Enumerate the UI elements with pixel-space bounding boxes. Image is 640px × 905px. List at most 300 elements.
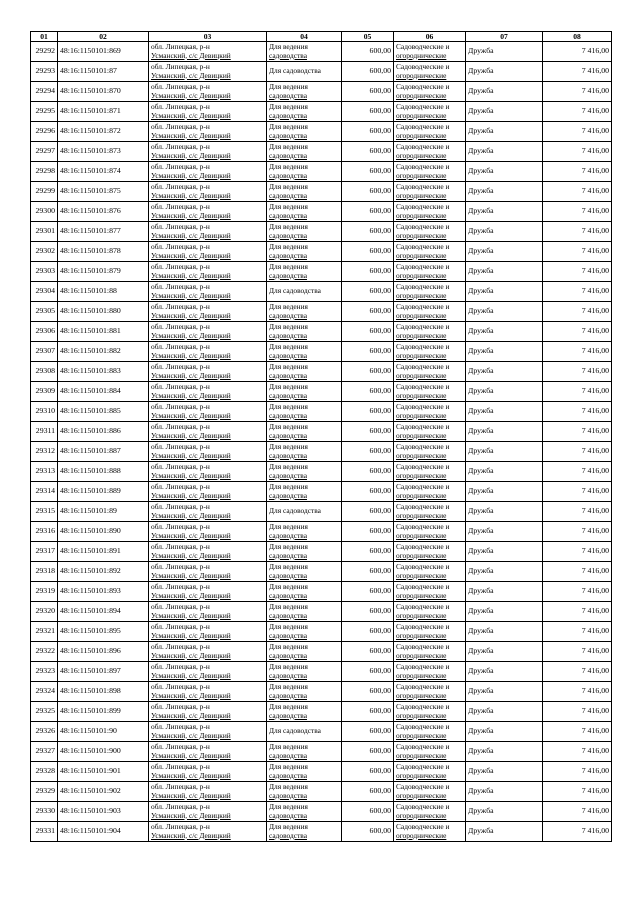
address-cell xyxy=(149,682,267,702)
address-cell-line: обл. Липецкая, р-н xyxy=(151,161,210,171)
category-cell-line: Садоводческие и xyxy=(396,741,450,751)
cadastral-number-cell: 48:16:1150101:891 xyxy=(58,542,149,562)
area-cell: 600,00 xyxy=(342,122,394,142)
land-use-cell-line: садоводства xyxy=(269,770,307,780)
area-cell: 600,00 xyxy=(342,502,394,522)
row-number-cell: 29309 xyxy=(31,382,58,402)
address-cell xyxy=(149,522,267,542)
column-header: 08 xyxy=(543,32,612,42)
address-cell xyxy=(149,162,267,182)
association-name-cell: Дружба xyxy=(466,62,543,82)
land-use-cell-line: садоводства xyxy=(269,370,307,380)
area-cell: 600,00 xyxy=(342,182,394,202)
address-cell-line: Усманский, с/с Девицкий xyxy=(151,130,231,140)
table-row xyxy=(31,322,612,342)
row-number-cell: 29313 xyxy=(31,462,58,482)
cadastral-value-cell: 7 416,00 xyxy=(543,182,612,202)
cadastral-number-cell: 48:16:1150101:871 xyxy=(58,102,149,122)
cadastral-value-cell: 7 416,00 xyxy=(543,222,612,242)
land-use-cell-line: Для ведения xyxy=(269,41,308,51)
category-cell-line: Садоводческие и xyxy=(396,101,450,111)
area-cell: 600,00 xyxy=(342,62,394,82)
cadastral-number-cell: 48:16:1150101:88 xyxy=(58,282,149,302)
address-cell-line: Усманский, с/с Девицкий xyxy=(151,710,231,720)
land-use-cell-line: Для ведения xyxy=(269,221,308,231)
address-cell-line: Усманский, с/с Девицкий xyxy=(151,330,231,340)
table-row xyxy=(31,662,612,682)
category-cell-line: Садоводческие и xyxy=(396,821,450,831)
land-use-cell-line: Для ведения xyxy=(269,341,308,351)
table-row xyxy=(31,822,612,842)
cadastral-number-cell: 48:16:1150101:880 xyxy=(58,302,149,322)
land-use-cell-line: садоводства xyxy=(269,490,307,500)
table-row xyxy=(31,382,612,402)
category-cell xyxy=(394,582,466,602)
table-row xyxy=(31,682,612,702)
category-cell-line: огороднические xyxy=(396,790,447,800)
association-name-cell: Дружба xyxy=(466,242,543,262)
table-row xyxy=(31,802,612,822)
row-number-cell: 29307 xyxy=(31,342,58,362)
association-name-cell: Дружба xyxy=(466,762,543,782)
column-header: 03 xyxy=(149,32,267,42)
land-use-cell-line: садоводства xyxy=(269,130,307,140)
column-header: 01 xyxy=(31,32,58,42)
row-number-cell: 29296 xyxy=(31,122,58,142)
row-number-cell: 29327 xyxy=(31,742,58,762)
area-cell: 600,00 xyxy=(342,482,394,502)
address-cell xyxy=(149,442,267,462)
row-number-cell: 29294 xyxy=(31,82,58,102)
address-cell-line: обл. Липецкая, р-н xyxy=(151,301,210,311)
address-cell-line: обл. Липецкая, р-н xyxy=(151,621,210,631)
land-use-cell-line: Для ведения xyxy=(269,141,308,151)
category-cell-line: огороднические xyxy=(396,250,447,260)
address-cell xyxy=(149,182,267,202)
category-cell-line: огороднические xyxy=(396,470,447,480)
row-number-cell: 29301 xyxy=(31,222,58,242)
category-cell xyxy=(394,42,466,62)
association-name-cell: Дружба xyxy=(466,342,543,362)
cadastral-number-cell: 48:16:1150101:876 xyxy=(58,202,149,222)
address-cell-line: Усманский, с/с Девицкий xyxy=(151,170,231,180)
land-use-cell-line: садоводства xyxy=(269,790,307,800)
area-cell: 600,00 xyxy=(342,142,394,162)
land-use-cell xyxy=(267,242,342,262)
table-row xyxy=(31,762,612,782)
address-cell-line: обл. Липецкая, р-н xyxy=(151,601,210,611)
area-cell: 600,00 xyxy=(342,762,394,782)
address-cell xyxy=(149,642,267,662)
association-name-cell: Дружба xyxy=(466,462,543,482)
row-number-cell: 29312 xyxy=(31,442,58,462)
row-number-cell: 29299 xyxy=(31,182,58,202)
row-number-cell: 29306 xyxy=(31,322,58,342)
row-number-cell: 29316 xyxy=(31,522,58,542)
land-use-cell-line: садоводства xyxy=(269,570,307,580)
cadastral-value-cell: 7 416,00 xyxy=(543,602,612,622)
category-cell xyxy=(394,722,466,742)
land-use-cell-line: Для ведения xyxy=(269,321,308,331)
category-cell-line: Садоводческие и xyxy=(396,661,450,671)
cadastral-value-cell: 7 416,00 xyxy=(543,542,612,562)
address-cell-line: Усманский, с/с Девицкий xyxy=(151,730,231,740)
table-row xyxy=(31,102,612,122)
address-cell xyxy=(149,822,267,842)
category-cell xyxy=(394,262,466,282)
cadastral-value-cell: 7 416,00 xyxy=(543,622,612,642)
category-cell xyxy=(394,702,466,722)
address-cell-line: Усманский, с/с Девицкий xyxy=(151,510,231,520)
address-cell xyxy=(149,242,267,262)
cadastral-value-cell: 7 416,00 xyxy=(543,802,612,822)
land-use-cell-line: садоводства xyxy=(269,810,307,820)
category-cell xyxy=(394,422,466,442)
category-cell xyxy=(394,162,466,182)
land-use-cell xyxy=(267,782,342,802)
address-cell-line: Усманский, с/с Девицкий xyxy=(151,430,231,440)
cadastral-value-cell: 7 416,00 xyxy=(543,302,612,322)
row-number-cell: 29315 xyxy=(31,502,58,522)
land-use-cell xyxy=(267,622,342,642)
column-header: 07 xyxy=(466,32,543,42)
land-use-cell xyxy=(267,222,342,242)
association-name-cell: Дружба xyxy=(466,542,543,562)
land-use-cell xyxy=(267,602,342,622)
category-cell-line: огороднические xyxy=(396,230,447,240)
land-use-cell-line: Для ведения xyxy=(269,121,308,131)
cadastral-value-cell: 7 416,00 xyxy=(543,362,612,382)
address-cell-line: Усманский, с/с Девицкий xyxy=(151,110,231,120)
table-row xyxy=(31,302,612,322)
address-cell xyxy=(149,562,267,582)
address-cell-line: обл. Липецкая, р-н xyxy=(151,81,210,91)
area-cell: 600,00 xyxy=(342,782,394,802)
table-row xyxy=(31,142,612,162)
area-cell: 600,00 xyxy=(342,102,394,122)
address-cell-line: Усманский, с/с Девицкий xyxy=(151,790,231,800)
association-name-cell: Дружба xyxy=(466,682,543,702)
cadastral-value-cell: 7 416,00 xyxy=(543,342,612,362)
land-use-cell: Для садоводства xyxy=(267,282,342,302)
land-use-cell-line: Для ведения xyxy=(269,181,308,191)
category-cell-line: огороднические xyxy=(396,170,447,180)
area-cell: 600,00 xyxy=(342,82,394,102)
address-cell xyxy=(149,282,267,302)
category-cell xyxy=(394,62,466,82)
category-cell-line: Садоводческие и xyxy=(396,281,450,291)
address-cell-line: обл. Липецкая, р-н xyxy=(151,701,210,711)
table-row xyxy=(31,442,612,462)
category-cell-line: огороднические xyxy=(396,330,447,340)
land-use-cell-line: Для ведения xyxy=(269,81,308,91)
cadastral-number-cell: 48:16:1150101:892 xyxy=(58,562,149,582)
address-cell-line: обл. Липецкая, р-н xyxy=(151,461,210,471)
address-cell-line: Усманский, с/с Девицкий xyxy=(151,750,231,760)
cadastral-value-cell: 7 416,00 xyxy=(543,42,612,62)
association-name-cell: Дружба xyxy=(466,142,543,162)
address-cell xyxy=(149,582,267,602)
address-cell-line: Усманский, с/с Девицкий xyxy=(151,550,231,560)
category-cell xyxy=(394,222,466,242)
row-number-cell: 29314 xyxy=(31,482,58,502)
association-name-cell: Дружба xyxy=(466,582,543,602)
cadastral-number-cell: 48:16:1150101:899 xyxy=(58,702,149,722)
address-cell-line: обл. Липецкая, р-н xyxy=(151,101,210,111)
table-row xyxy=(31,782,612,802)
association-name-cell: Дружба xyxy=(466,742,543,762)
address-cell xyxy=(149,502,267,522)
cadastral-number-cell: 48:16:1150101:869 xyxy=(58,42,149,62)
area-cell: 600,00 xyxy=(342,462,394,482)
cadastral-number-cell: 48:16:1150101:903 xyxy=(58,802,149,822)
land-use-cell-line: садоводства xyxy=(269,750,307,760)
address-cell-line: Усманский, с/с Девицкий xyxy=(151,350,231,360)
cadastral-value-cell: 7 416,00 xyxy=(543,702,612,722)
land-use-cell xyxy=(267,682,342,702)
category-cell-line: огороднические xyxy=(396,830,447,840)
association-name-cell: Дружба xyxy=(466,442,543,462)
land-use-cell-line: Для ведения xyxy=(269,821,308,831)
land-use-cell xyxy=(267,582,342,602)
column-header: 05 xyxy=(342,32,394,42)
land-use-cell-line: садоводства xyxy=(269,830,307,840)
category-cell-line: Садоводческие и xyxy=(396,561,450,571)
row-number-cell: 29319 xyxy=(31,582,58,602)
table-row xyxy=(31,362,612,382)
table-row xyxy=(31,582,612,602)
category-cell-line: Садоводческие и xyxy=(396,201,450,211)
address-cell xyxy=(149,302,267,322)
address-cell-line: Усманский, с/с Девицкий xyxy=(151,190,231,200)
land-use-cell-line: Для ведения xyxy=(269,201,308,211)
land-use-cell-line: садоводства xyxy=(269,590,307,600)
land-use-cell-line: садоводства xyxy=(269,230,307,240)
table-row xyxy=(31,202,612,222)
address-cell-line: обл. Липецкая, р-н xyxy=(151,61,210,71)
category-cell-line: Садоводческие и xyxy=(396,321,450,331)
category-cell-line: Садоводческие и xyxy=(396,421,450,431)
cadastral-value-cell: 7 416,00 xyxy=(543,762,612,782)
address-cell xyxy=(149,762,267,782)
land-use-cell-line: садоводства xyxy=(269,330,307,340)
category-cell xyxy=(394,382,466,402)
address-cell-line: обл. Липецкая, р-н xyxy=(151,241,210,251)
category-cell xyxy=(394,522,466,542)
category-cell-line: Садоводческие и xyxy=(396,601,450,611)
cadastral-value-cell: 7 416,00 xyxy=(543,82,612,102)
land-use-cell-line: садоводства xyxy=(269,110,307,120)
land-use-cell-line: Для ведения xyxy=(269,421,308,431)
association-name-cell: Дружба xyxy=(466,282,543,302)
row-number-cell: 29320 xyxy=(31,602,58,622)
land-use-cell-line: Для ведения xyxy=(269,681,308,691)
address-cell xyxy=(149,402,267,422)
area-cell: 600,00 xyxy=(342,642,394,662)
address-cell xyxy=(149,622,267,642)
area-cell: 600,00 xyxy=(342,202,394,222)
cadastral-value-cell: 7 416,00 xyxy=(543,242,612,262)
category-cell-line: огороднические xyxy=(396,750,447,760)
area-cell: 600,00 xyxy=(342,522,394,542)
category-cell-line: огороднические xyxy=(396,450,447,460)
land-use-cell-line: Для ведения xyxy=(269,301,308,311)
address-cell-line: обл. Липецкая, р-н xyxy=(151,721,210,731)
table-row xyxy=(31,82,612,102)
category-cell-line: Садоводческие и xyxy=(396,581,450,591)
address-cell-line: обл. Липецкая, р-н xyxy=(151,781,210,791)
address-cell xyxy=(149,542,267,562)
row-number-cell: 29326 xyxy=(31,722,58,742)
land-use-cell-line: Для ведения xyxy=(269,481,308,491)
address-cell xyxy=(149,742,267,762)
category-cell-line: огороднические xyxy=(396,390,447,400)
address-cell xyxy=(149,422,267,442)
land-use-cell-line: садоводства xyxy=(269,430,307,440)
land-use-cell-line: садоводства xyxy=(269,450,307,460)
association-name-cell: Дружба xyxy=(466,162,543,182)
land-use-cell xyxy=(267,262,342,282)
cadastral-number-cell: 48:16:1150101:897 xyxy=(58,662,149,682)
category-cell-line: огороднические xyxy=(396,270,447,280)
association-name-cell: Дружба xyxy=(466,42,543,62)
category-cell-line: огороднические xyxy=(396,110,447,120)
cadastral-value-cell: 7 416,00 xyxy=(543,422,612,442)
column-header: 04 xyxy=(267,32,342,42)
category-cell-line: огороднические xyxy=(396,630,447,640)
category-cell-line: огороднические xyxy=(396,310,447,320)
table-row xyxy=(31,122,612,142)
address-cell-line: Усманский, с/с Девицкий xyxy=(151,670,231,680)
category-cell xyxy=(394,622,466,642)
association-name-cell: Дружба xyxy=(466,702,543,722)
address-cell-line: Усманский, с/с Девицкий xyxy=(151,590,231,600)
category-cell xyxy=(394,762,466,782)
category-cell xyxy=(394,682,466,702)
address-cell-line: Усманский, с/с Девицкий xyxy=(151,490,231,500)
category-cell xyxy=(394,642,466,662)
category-cell-line: Садоводческие и xyxy=(396,721,450,731)
area-cell: 600,00 xyxy=(342,662,394,682)
association-name-cell: Дружба xyxy=(466,662,543,682)
address-cell-line: Усманский, с/с Девицкий xyxy=(151,70,231,80)
land-use-cell: Для садоводства xyxy=(267,502,342,522)
address-cell-line: Усманский, с/с Девицкий xyxy=(151,90,231,100)
address-cell-line: Усманский, с/с Девицкий xyxy=(151,810,231,820)
address-cell-line: Усманский, с/с Девицкий xyxy=(151,50,231,60)
category-cell-line: Садоводческие и xyxy=(396,461,450,471)
category-cell xyxy=(394,342,466,362)
cadastral-number-cell: 48:16:1150101:90 xyxy=(58,722,149,742)
category-cell-line: огороднические xyxy=(396,70,447,80)
cadastral-value-cell: 7 416,00 xyxy=(543,262,612,282)
land-use-cell-line: Для ведения xyxy=(269,561,308,571)
category-cell-line: Садоводческие и xyxy=(396,681,450,691)
category-cell-line: огороднические xyxy=(396,50,447,60)
land-use-cell xyxy=(267,142,342,162)
address-cell xyxy=(149,122,267,142)
area-cell: 600,00 xyxy=(342,582,394,602)
address-cell xyxy=(149,342,267,362)
category-cell-line: огороднические xyxy=(396,490,447,500)
cadastral-number-cell: 48:16:1150101:895 xyxy=(58,622,149,642)
category-cell-line: Садоводческие и xyxy=(396,161,450,171)
land-use-cell xyxy=(267,342,342,362)
category-cell-line: Садоводческие и xyxy=(396,381,450,391)
address-cell-line: Усманский, с/с Девицкий xyxy=(151,570,231,580)
address-cell-line: Усманский, с/с Девицкий xyxy=(151,530,231,540)
category-cell xyxy=(394,742,466,762)
address-cell-line: Усманский, с/с Девицкий xyxy=(151,150,231,160)
cadastral-value-cell: 7 416,00 xyxy=(543,662,612,682)
column-header: 06 xyxy=(394,32,466,42)
land-use-cell-line: садоводства xyxy=(269,310,307,320)
cadastral-value-cell: 7 416,00 xyxy=(543,402,612,422)
area-cell: 600,00 xyxy=(342,242,394,262)
area-cell: 600,00 xyxy=(342,442,394,462)
address-cell-line: обл. Липецкая, р-н xyxy=(151,821,210,831)
cadastral-number-cell: 48:16:1150101:882 xyxy=(58,342,149,362)
cadastral-value-cell: 7 416,00 xyxy=(543,62,612,82)
address-cell-line: обл. Липецкая, р-н xyxy=(151,681,210,691)
row-number-cell: 29300 xyxy=(31,202,58,222)
land-use-cell-line: Для ведения xyxy=(269,401,308,411)
address-cell xyxy=(149,782,267,802)
category-cell xyxy=(394,782,466,802)
cadastral-number-cell: 48:16:1150101:877 xyxy=(58,222,149,242)
address-cell xyxy=(149,42,267,62)
association-name-cell: Дружба xyxy=(466,642,543,662)
land-use-cell-line: садоводства xyxy=(269,210,307,220)
cadastral-number-cell: 48:16:1150101:878 xyxy=(58,242,149,262)
area-cell: 600,00 xyxy=(342,382,394,402)
address-cell-line: обл. Липецкая, р-н xyxy=(151,661,210,671)
category-cell-line: Садоводческие и xyxy=(396,761,450,771)
category-cell-line: Садоводческие и xyxy=(396,181,450,191)
land-use-cell-line: садоводства xyxy=(269,190,307,200)
table-row xyxy=(31,742,612,762)
association-name-cell: Дружба xyxy=(466,482,543,502)
address-cell-line: Усманский, с/с Девицкий xyxy=(151,410,231,420)
address-cell-line: обл. Липецкая, р-н xyxy=(151,641,210,651)
area-cell: 600,00 xyxy=(342,262,394,282)
category-cell xyxy=(394,142,466,162)
address-cell-line: Усманский, с/с Девицкий xyxy=(151,630,231,640)
area-cell: 600,00 xyxy=(342,162,394,182)
land-use-cell-line: Для ведения xyxy=(269,621,308,631)
cadastral-value-cell: 7 416,00 xyxy=(543,722,612,742)
association-name-cell: Дружба xyxy=(466,402,543,422)
table-row xyxy=(31,42,612,62)
address-cell-line: обл. Липецкая, р-н xyxy=(151,501,210,511)
land-use-cell-line: Для ведения xyxy=(269,581,308,591)
land-use-cell xyxy=(267,402,342,422)
land-use-cell xyxy=(267,462,342,482)
association-name-cell: Дружба xyxy=(466,222,543,242)
cadastral-value-cell: 7 416,00 xyxy=(543,202,612,222)
address-cell-line: обл. Липецкая, р-н xyxy=(151,561,210,571)
table-row xyxy=(31,342,612,362)
cadastral-number-cell: 48:16:1150101:872 xyxy=(58,122,149,142)
association-name-cell: Дружба xyxy=(466,82,543,102)
land-use-cell-line: садоводства xyxy=(269,50,307,60)
address-cell-line: обл. Липецкая, р-н xyxy=(151,181,210,191)
category-cell-line: Садоводческие и xyxy=(396,341,450,351)
category-cell-line: Садоводческие и xyxy=(396,61,450,71)
address-cell-line: обл. Липецкая, р-н xyxy=(151,361,210,371)
association-name-cell: Дружба xyxy=(466,362,543,382)
address-cell xyxy=(149,462,267,482)
